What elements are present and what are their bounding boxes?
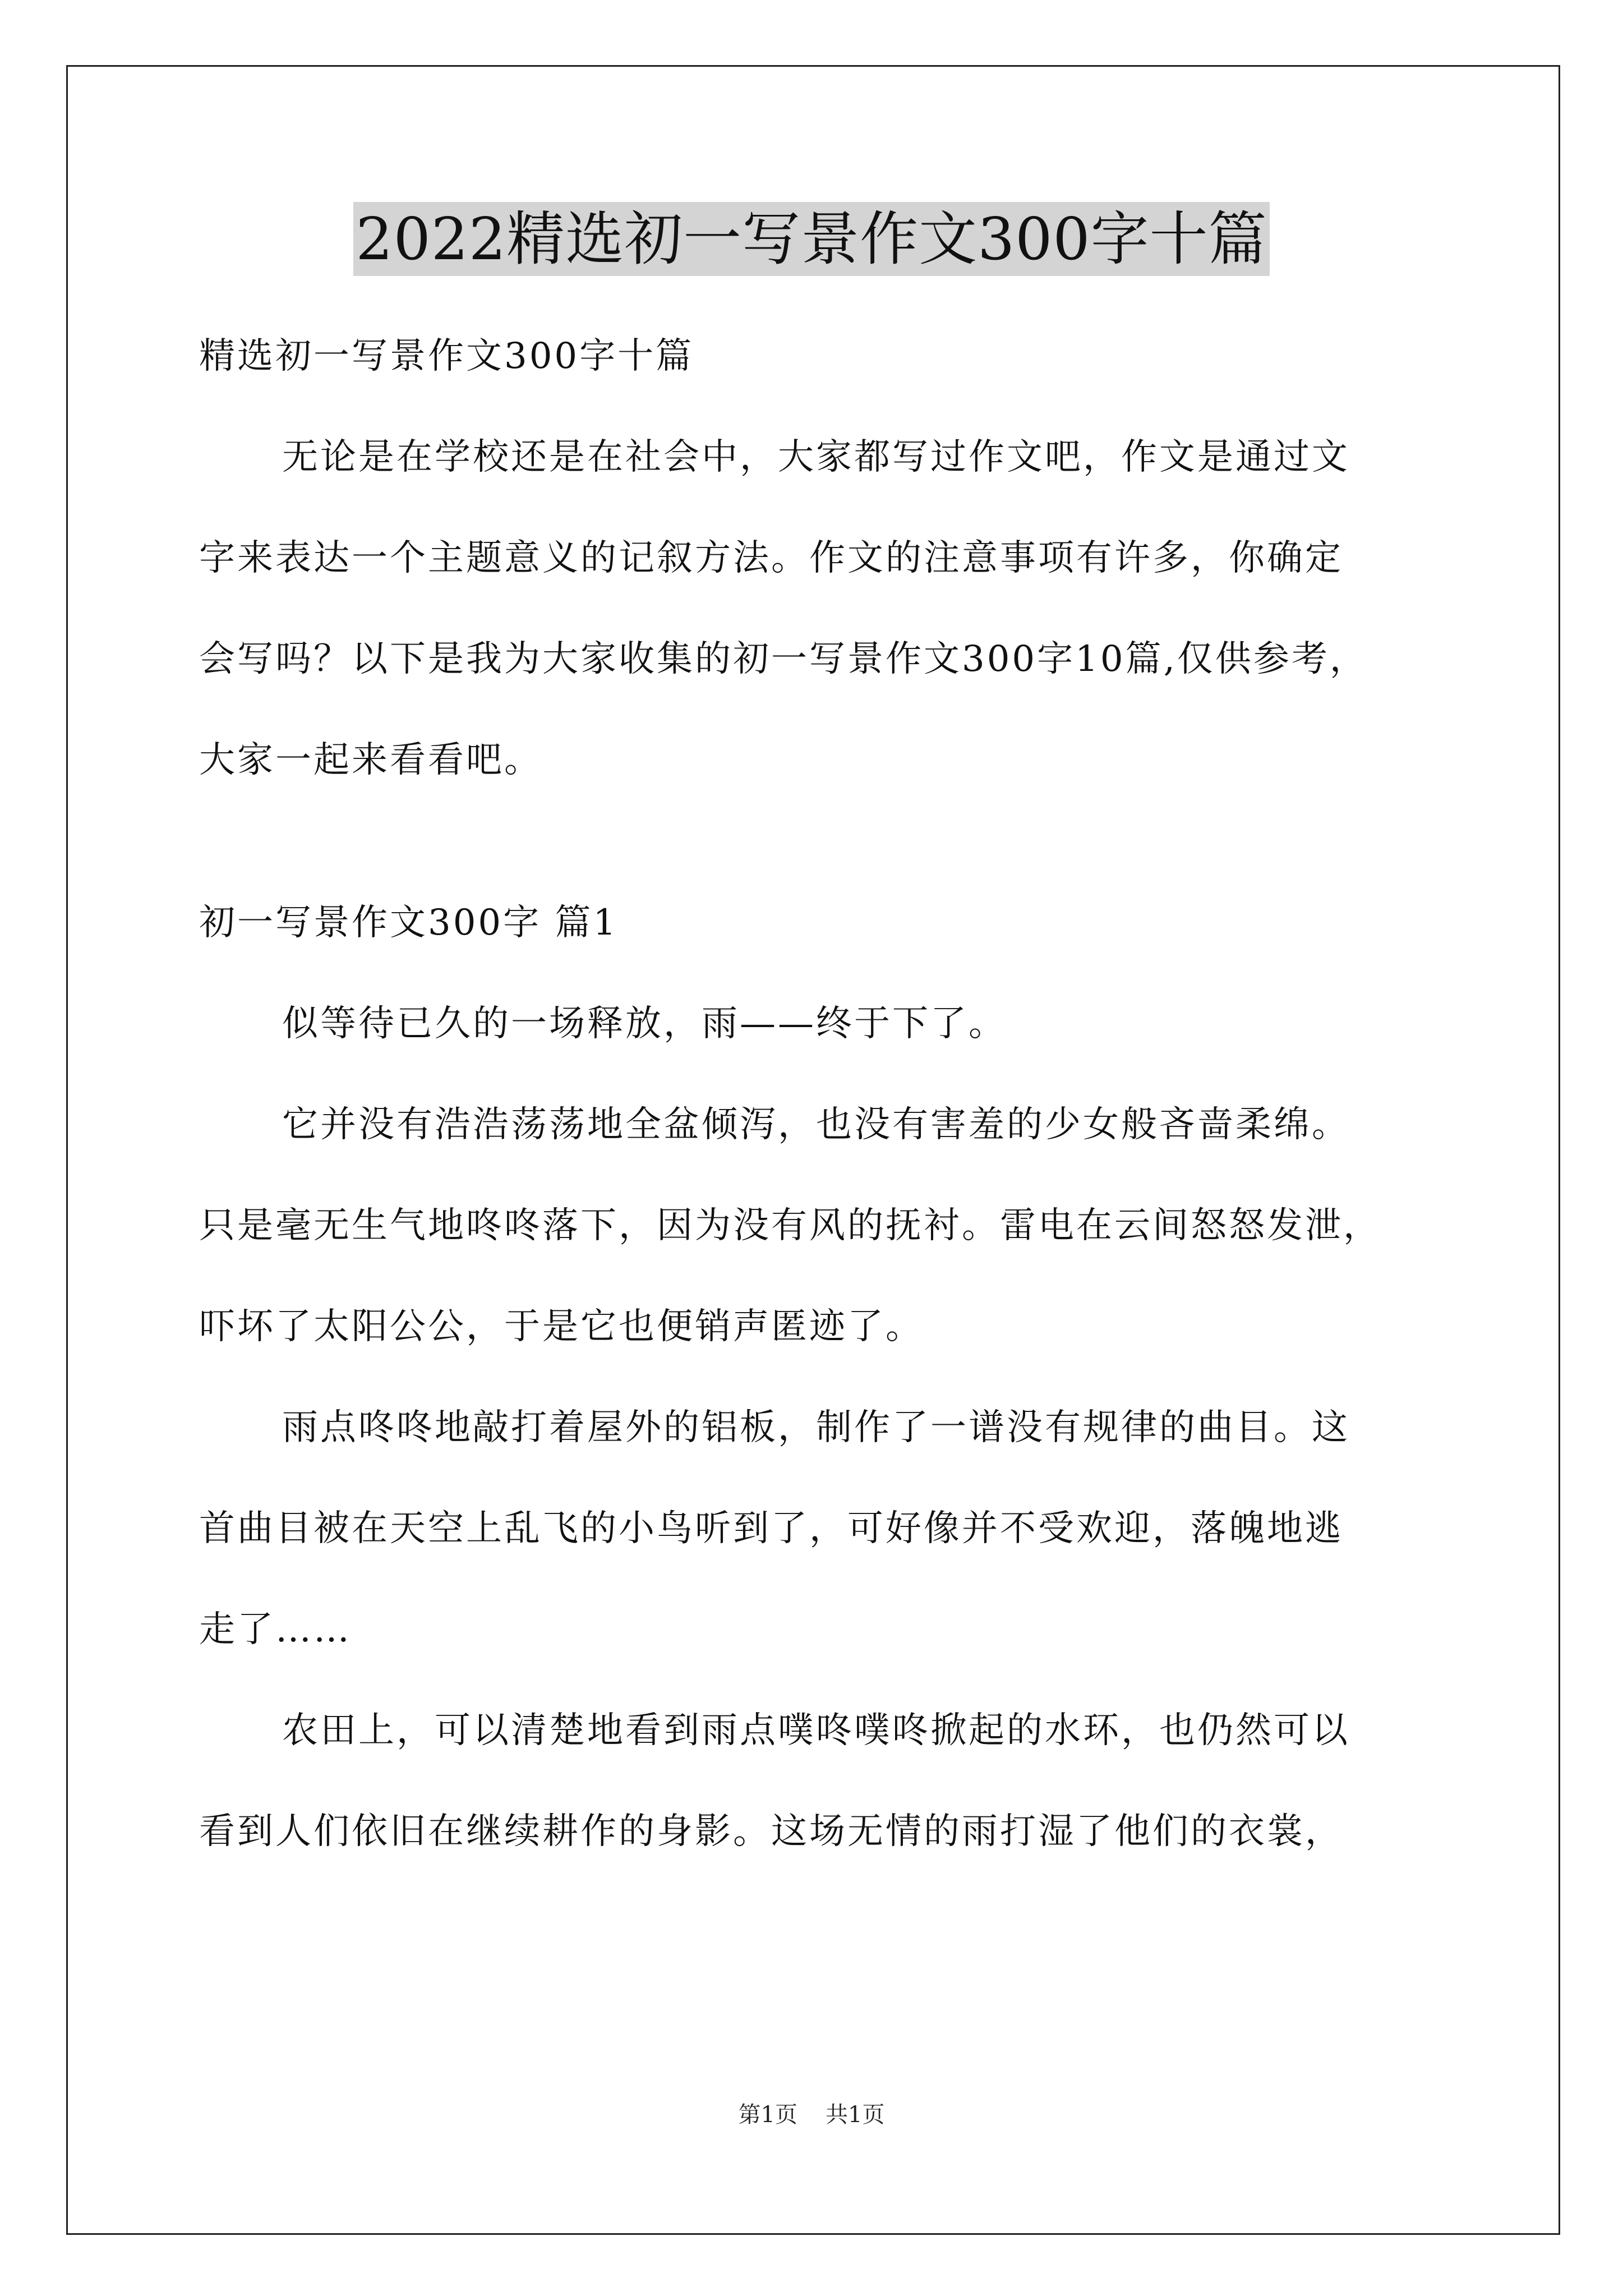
- document-body: [199, 306, 1467, 1882]
- paragraph-line: 走了……: [199, 1609, 352, 1650]
- title-container: [0, 202, 1623, 276]
- section-heading: 初一写景作文300字 篇1: [199, 902, 619, 944]
- page-number: 第1页: [738, 2102, 797, 2128]
- paragraph-line: 只是毫无生气地咚咚落下，因为没有风的抚衬。雷电在云间怒怒发泄，: [199, 1205, 1381, 1246]
- paragraph-line: 农田上，可以清楚地看到雨点噗咚噗咚掀起的水环，也仍然可以: [282, 1710, 1350, 1751]
- intro-line: 字来表达一个主题意义的记叙方法。作文的注意事项有许多，你确定: [199, 537, 1343, 579]
- paragraph-line: 它并没有浩浩荡荡地全盆倾泻，也没有害羞的少女般吝啬柔绵。: [282, 1104, 1350, 1145]
- paragraph-line: 似等待已久的一场释放，雨——终于下了。: [282, 1003, 1007, 1045]
- intro-line: 会写吗？以下是我为大家收集的初一写景作文300字10篇,仅供参考，: [199, 638, 1368, 680]
- document-title: 2022精选初一写景作文300字十篇: [353, 202, 1269, 276]
- intro-line: 大家一起来看看吧。: [199, 739, 542, 781]
- paragraph-line: 雨点咚咚地敲打着屋外的铝板，制作了一谱没有规律的曲目。这: [282, 1407, 1350, 1448]
- page-total: 共1页: [826, 2102, 885, 2128]
- body-paragraph: [199, 1074, 1467, 1377]
- page-footer: [0, 2101, 1623, 2129]
- body-paragraph: [199, 973, 1467, 1074]
- intro-paragraph: [199, 407, 1467, 811]
- paragraph-line: 吓坏了太阳公公，于是它也便销声匿迹了。: [199, 1306, 924, 1347]
- paragraph-line: 看到人们依旧在继续耕作的身影。这场无情的雨打湿了他们的衣裳，: [199, 1811, 1343, 1852]
- body-paragraph: [199, 1377, 1467, 1680]
- body-paragraph: [199, 1680, 1467, 1882]
- intro-line: 无论是在学校还是在社会中，大家都写过作文吧，作文是通过文: [282, 436, 1350, 478]
- document-subtitle: 精选初一写景作文300字十篇: [199, 335, 694, 377]
- paragraph-line: 首曲目被在天空上乱飞的小鸟听到了，可好像并不受欢迎，落魄地逃: [199, 1508, 1343, 1549]
- paragraph-gap: [199, 811, 1467, 872]
